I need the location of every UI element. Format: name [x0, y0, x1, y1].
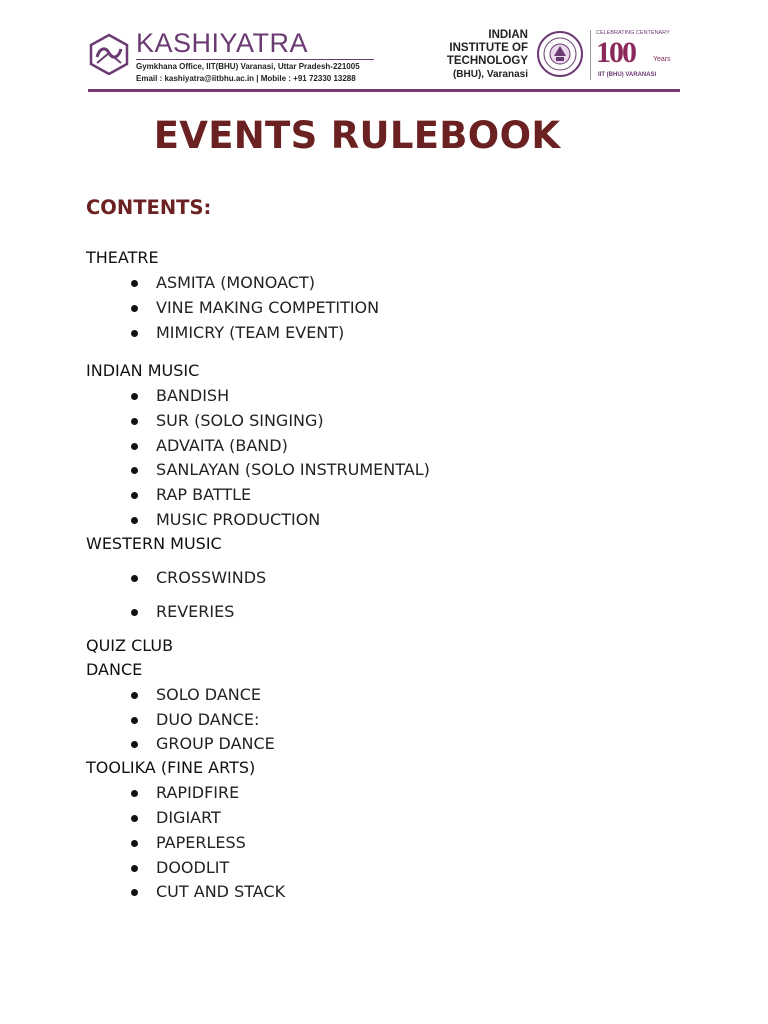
list-item: REVERIES — [156, 602, 235, 621]
bullet-icon — [131, 741, 138, 748]
section-heading-dance: DANCE — [86, 660, 143, 679]
list-item: CROSSWINDS — [156, 568, 267, 587]
list-item: SANLAYAN (SOLO INSTRUMENTAL) — [156, 460, 430, 479]
list-item: GROUP DANCE — [156, 734, 275, 753]
header-divider — [88, 89, 680, 92]
list-item: ADVAITA (BAND) — [156, 436, 288, 455]
institute-line-3: TECHNOLOGY — [446, 55, 528, 67]
section-heading-western-music: WESTERN MUSIC — [86, 534, 222, 553]
list-item: BANDISH — [156, 386, 230, 405]
section-heading-theatre: THEATRE — [86, 248, 159, 267]
page-title: EVENTS RULEBOOK — [153, 114, 561, 157]
bullet-icon — [131, 393, 138, 400]
list-item: CUT AND STACK — [156, 882, 286, 901]
bullet-icon — [131, 492, 138, 499]
logo-divider — [590, 30, 591, 80]
bullet-icon — [131, 815, 138, 822]
list-item: MIMICRY (TEAM EVENT) — [156, 323, 345, 342]
institute-line-2: INSTITUTE OF — [449, 42, 528, 54]
section-heading-quiz-club: QUIZ CLUB — [86, 636, 174, 655]
section-heading-indian-music: INDIAN MUSIC — [86, 361, 200, 380]
institute-seal-icon — [536, 30, 584, 78]
kashiyatra-logo-icon — [88, 33, 130, 75]
bullet-icon — [131, 330, 138, 337]
section-heading-toolika: TOOLIKA (FINE ARTS) — [86, 758, 256, 777]
bullet-icon — [131, 840, 138, 847]
brand-name: KASHIYATRA — [136, 28, 309, 58]
centenary-institute: IIT (BHU) VARANASI — [598, 72, 657, 78]
list-item: RAPIDFIRE — [156, 783, 240, 802]
list-item: SUR (SOLO SINGING) — [156, 411, 324, 430]
centenary-caption: CELEBRATING CENTENARY — [596, 30, 670, 36]
bullet-icon — [131, 517, 138, 524]
bullet-icon — [131, 717, 138, 724]
bullet-icon — [131, 280, 138, 287]
bullet-icon — [131, 889, 138, 896]
centenary-years: Years — [653, 56, 671, 63]
list-item: DUO DANCE: — [156, 710, 260, 729]
institute-line-4: (BHU), Varanasi — [452, 69, 528, 80]
bullet-icon — [131, 305, 138, 312]
centenary-number: 100 — [596, 36, 635, 69]
bullet-icon — [131, 467, 138, 474]
bullet-icon — [131, 865, 138, 872]
list-item: MUSIC PRODUCTION — [156, 510, 321, 529]
institute-line-1: INDIAN — [488, 29, 528, 41]
brand-underline — [136, 59, 374, 60]
list-item: ASMITA (MONOACT) — [156, 273, 315, 292]
institute-name — [434, 29, 528, 81]
bullet-icon — [131, 609, 138, 616]
bullet-icon — [131, 692, 138, 699]
brand-address: Gymkhana Office, IIT(BHU) Varanasi, Uttar Pradesh-221005 — [136, 62, 360, 71]
list-item: DIGIART — [156, 808, 221, 827]
contents-heading: CONTENTS: — [86, 196, 212, 219]
list-item: DOODLIT — [156, 858, 230, 877]
letterhead — [88, 26, 680, 92]
list-item: PAPERLESS — [156, 833, 246, 852]
list-item: VINE MAKING COMPETITION — [156, 298, 380, 317]
list-item: RAP BATTLE — [156, 485, 252, 504]
bullet-icon — [131, 575, 138, 582]
bullet-icon — [131, 418, 138, 425]
list-item: SOLO DANCE — [156, 685, 262, 704]
brand-contact: Email : kashiyatra@iitbhu.ac.in | Mobile : +91 72330 13288 — [136, 74, 356, 83]
bullet-icon — [131, 443, 138, 450]
bullet-icon — [131, 790, 138, 797]
